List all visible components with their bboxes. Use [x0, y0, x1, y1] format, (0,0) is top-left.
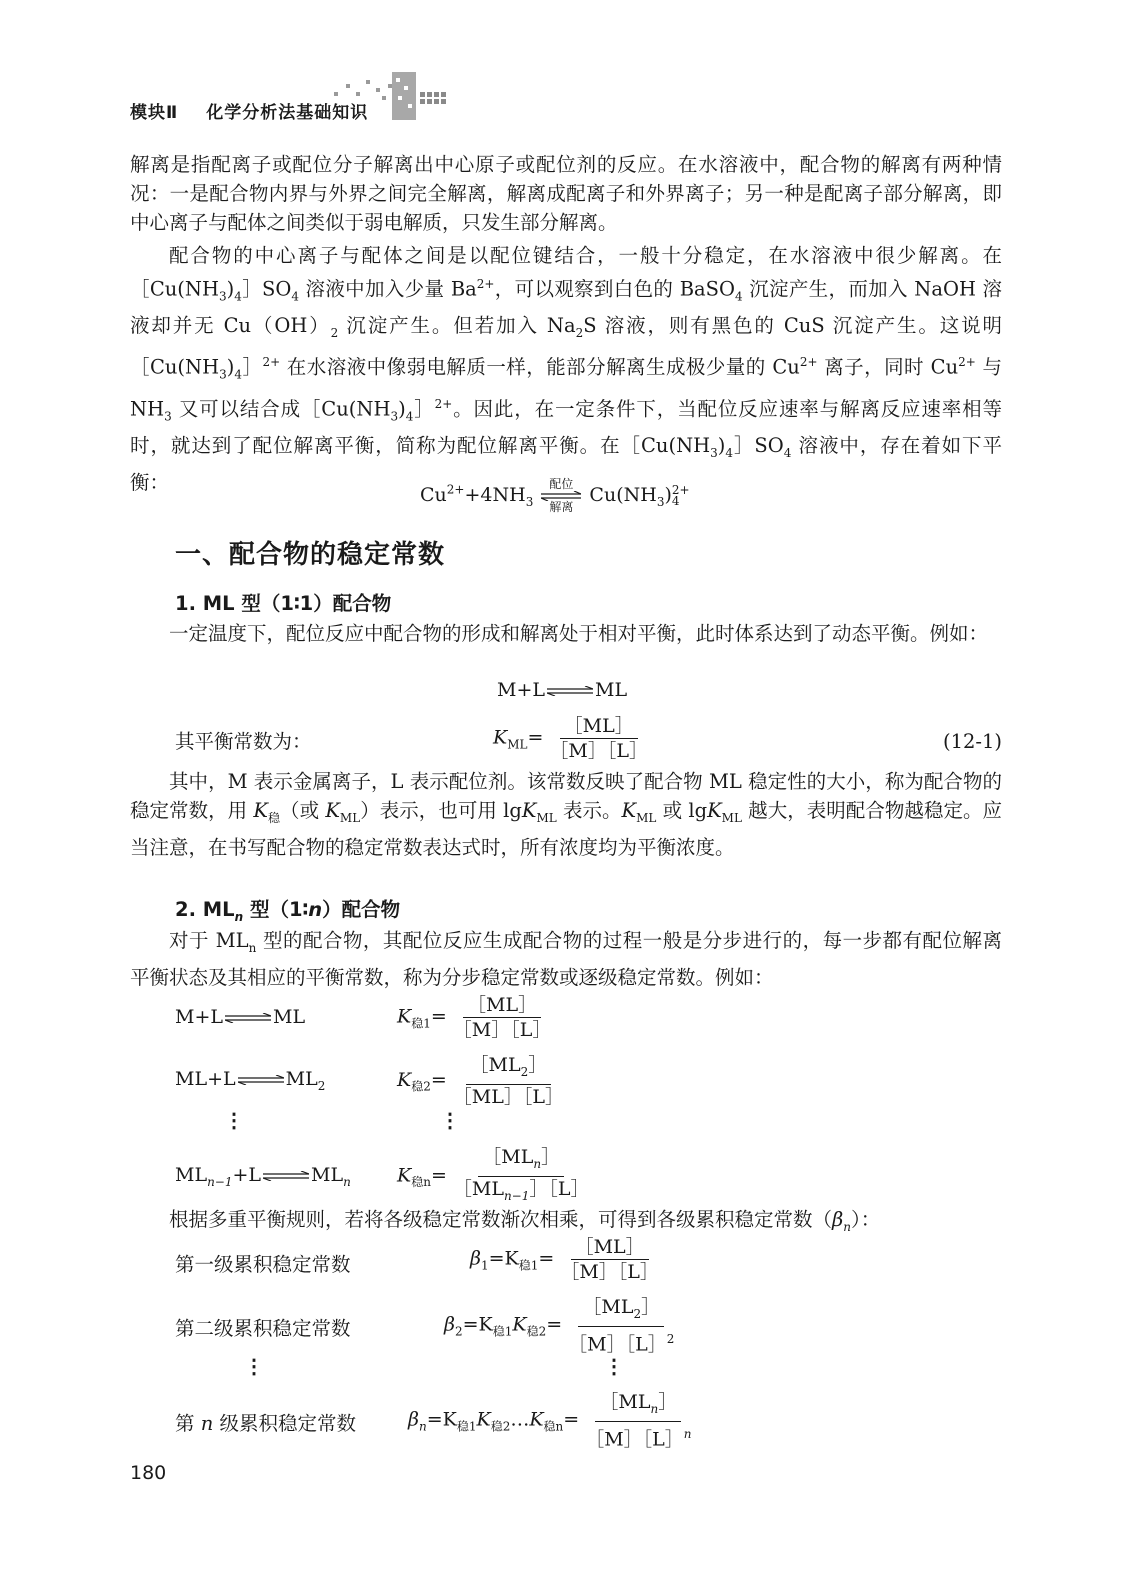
equilibrium-arrow-icon: [263, 1171, 309, 1181]
vertical-ellipsis: ⋮: [224, 1108, 244, 1132]
vertical-ellipsis: ⋮: [440, 1108, 460, 1132]
step-constant-1: $K_{稳1}=$ $\frac{[ML]}{[M][L]}$: [397, 994, 552, 1041]
fraction-kml: $\frac{[ML]}{[M][L]}$: [549, 715, 648, 762]
cumulative-constant-1: $\beta_1=K_{稳1}=$ $\frac{[ML]}{[M][L]}$: [470, 1236, 659, 1283]
equation-kml: $K_{ML}=$ $\frac{[ML]}{[M][L]}$: [493, 715, 654, 762]
paragraph-dissociation-equilibrium: 配合物的中心离子与配体之间是以配位键结合，一般十分稳定，在水溶液中很少解离。在$[Cu(NH_3)_4]SO_4$ 溶液中加入少量 $Ba^{2+}$，可以观察到白色的 BaSO$_4$ 沉淀产生，而加入 NaOH 溶液却并无 $Cu(OH)_2$ 沉淀产生。但若加入 $Na_2S$ 溶液，则有黑色的 CuS 沉淀产生。这说明$[Cu(NH_3)_4]^{2+}$ 在水溶液中像弱电解质一样，能部分解离生成极少量的 $Cu^{2+}$ 离子，同时 $Cu^{2+}$ 与 $NH_3$ 又可以结合成$[Cu(NH_3)_4]^{2+}$。因此，在一定条件下，当配位反应速率与解离反应速率相等时，就达到了配位解离平衡，简称为配位解离平衡。在$[Cu(NH_3)_4]SO_4$ 溶液中，存在着如下平衡：: [130, 244, 1003, 494]
vertical-ellipsis: ⋮: [604, 1354, 624, 1378]
section-heading: 一、配合物的稳定常数: [175, 540, 446, 570]
subheading-mln-type: 2. $ML_n$ 型（1∶n）配合物: [175, 898, 401, 924]
paragraph-stability-constant: 其中，M 表示金属离子，L 表示配位剂。该常数反映了配合物 ML 稳定性的大小，称为配合物的稳定常数，用 $K_稳$（或 $K_{ML}$）表示，也可用 lgK$_{ML}$ 表示。$K_{ML}$ 或 lgK$_{ML}$ 越大，表明配合物越稳定。应当注意，在书写配合物的稳定常数表达式时，所有浓度均为平衡浓度。: [130, 770, 1003, 859]
step-equation-1: M+L ML: [175, 1006, 306, 1028]
equilibrium-arrow-icon: [225, 1013, 271, 1023]
paragraph-stepwise-constants: 对于 $ML_n$ 型的配合物，其配位反应生成配合物的过程一般是分步进行的，每一步都有配位解离平衡状态及其相应的平衡常数，称为分步稳定常数或逐级稳定常数。例如：: [130, 929, 1002, 989]
cumulative-constant-n: $\beta_n=K_{稳1}K_{稳2}\dots K_{稳n}=$ $\frac{[ML_n]}{[M][L]^n}$: [408, 1391, 692, 1451]
header-module: 模块Ⅱ: [130, 103, 179, 123]
header-decoration-pattern: [330, 70, 450, 122]
equation-cu-nh3-equilibrium: $Cu^{2+}+4NH_3$ 配位 解离 $Cu(NH_3)$ 2+ 4: [420, 477, 690, 514]
step-equation-2: ML+L $ML_2$: [175, 1068, 326, 1093]
cumulative-label-2: 第二级累积稳定常数: [175, 1317, 351, 1340]
equation-label: 其平衡常数为：: [175, 730, 312, 753]
arrow-label-top: 配位: [549, 477, 574, 491]
vertical-ellipsis: ⋮: [244, 1354, 264, 1378]
step-constant-n: $K_{稳n}=$ $\frac{[ML_n]}{[ML_{n-1}][L]}$: [397, 1146, 590, 1203]
header-title: 化学分析法基础知识: [206, 103, 369, 123]
paragraph-dissociation-definition: 解离是指配离子或配位分子解离出中心原子或配位剂的反应。在水溶液中，配合物的解离有两种情况：一是配合物内界与外界之间完全解离，解离成配离子和外界离子；另一种是配离子部分解离，即中心离子与配体之间类似于弱电解质，只发生部分解离。: [130, 153, 1002, 234]
equation-number: (12-1): [942, 730, 1002, 753]
subheading-ml-type: 1. ML 型（1∶1）配合物: [175, 592, 392, 615]
equation-m-l: M+L ML: [497, 679, 628, 701]
cumulative-constant-2: $\beta_2=K_{稳1}K_{稳2}=$ $\frac{[ML_2]}{[M][L]^2}$: [444, 1296, 675, 1356]
step-equation-n: $ML_{n-1}+L$ $ML_n$: [175, 1164, 351, 1189]
cumulative-label-n: 第 n 级累积稳定常数: [175, 1412, 356, 1435]
step-constant-2: $K_{稳2}=$ $\frac{[ML_2]}{[ML][L]}$: [397, 1054, 564, 1108]
paragraph-dynamic-equilibrium: 一定温度下，配位反应中配合物的形成和解离处于相对平衡，此时体系达到了动态平衡。例如：: [169, 622, 989, 645]
paragraph-cumulative-constants: 根据多重平衡规则，若将各级稳定常数渐次相乘，可得到各级累积稳定常数$(\beta_n)$：: [169, 1208, 881, 1234]
arrow-label-bottom: 解离: [549, 500, 574, 514]
cumulative-label-1: 第一级累积稳定常数: [175, 1253, 351, 1276]
equilibrium-arrow-icon: [547, 686, 593, 696]
equilibrium-arrow-icon: [238, 1075, 284, 1085]
page-number: 180: [130, 1462, 167, 1484]
